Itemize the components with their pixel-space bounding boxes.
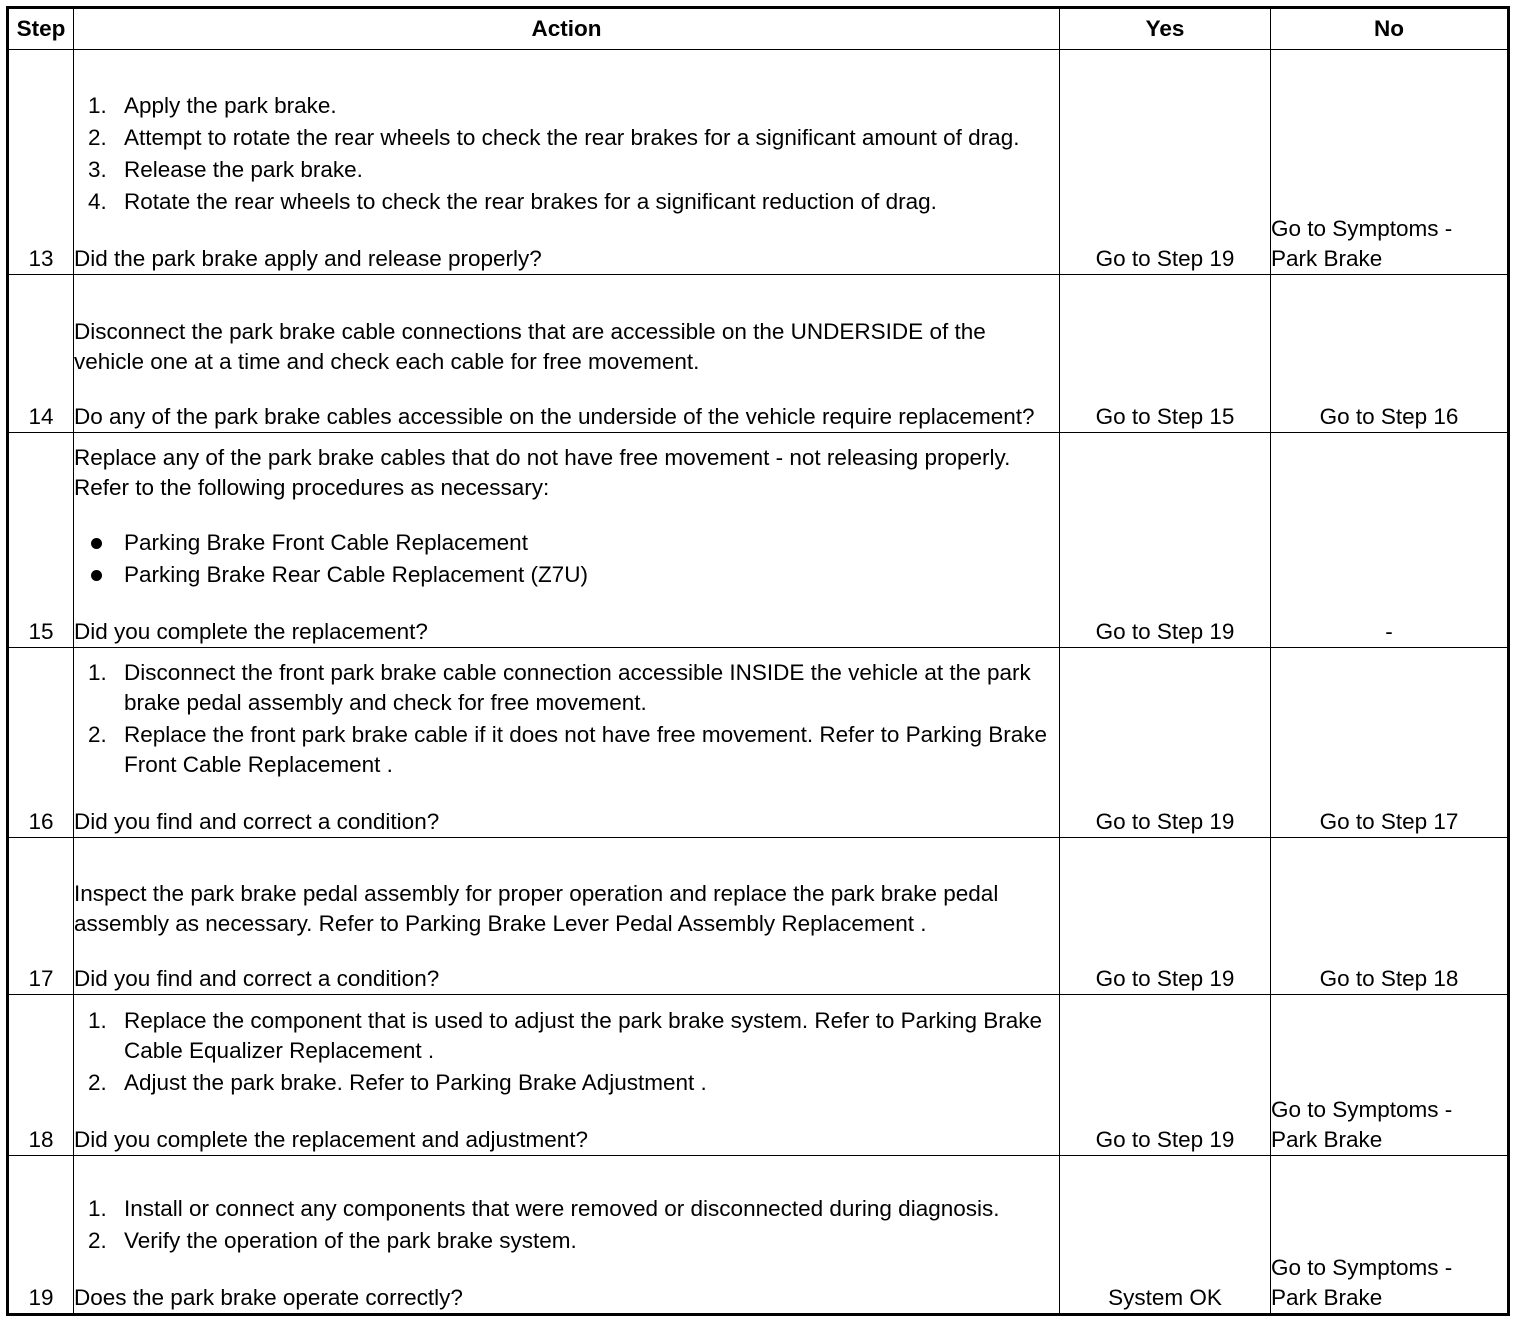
header-action: Action: [74, 8, 1060, 50]
list-item: 1. Apply the park brake.: [88, 93, 337, 119]
yes-cell: Go to Step 19: [1060, 647, 1271, 837]
list-item: 2. Verify the operation of the park brake system.: [88, 1228, 577, 1253]
header-yes: Yes: [1060, 8, 1271, 50]
table-row: [8, 1155, 1509, 1314]
table-row: [8, 275, 1509, 432]
action-question: Did the park brake apply and release properly?: [74, 246, 542, 272]
list-item: 1. Install or connect any components that were removed or disconnected during diagnosis.: [88, 1196, 1000, 1221]
yes-cell: System OK: [1060, 1155, 1271, 1314]
diagnostic-table: [6, 6, 1510, 1316]
list-item: 2. Replace the front park brake cable if it does not have free movement. Refer to Parking Brake Front Cable Replacement .: [88, 722, 1047, 778]
list-item: 2. Attempt to rotate the rear wheels to check the rear brakes for a significant amount of drag.: [88, 125, 1020, 151]
table-row: [8, 50, 1509, 275]
table-row: [8, 432, 1509, 647]
header-no: No: [1271, 8, 1509, 50]
list-item: 3. Release the park brake.: [88, 157, 363, 183]
list-item: 4. Rotate the rear wheels to check the rear brakes for a significant reduction of drag.: [88, 189, 937, 215]
action-list: [74, 91, 1059, 217]
step-number: 19: [8, 1155, 74, 1314]
step-number: 17: [8, 838, 74, 995]
list-item: 1. Disconnect the front park brake cable connection accessible INSIDE the vehicle at the park brake pedal assembly and check for free movement.: [88, 660, 1031, 716]
action-question: Does the park brake operate correctly?: [74, 1285, 463, 1310]
no-cell: Go to Symptoms - Park Brake: [1271, 1155, 1509, 1314]
action-question: Did you complete the replacement?: [74, 618, 428, 644]
action-question: Did you complete the replacement and adjustment?: [74, 1126, 589, 1152]
no-cell: Go to Symptoms - Park Brake: [1271, 50, 1509, 275]
step-number: 14: [8, 275, 74, 432]
header-row: [8, 8, 1509, 50]
table-row: [8, 995, 1509, 1155]
yes-cell: Go to Step 19: [1060, 838, 1271, 995]
list-item: Parking Brake Front Cable Replacement: [74, 528, 1059, 558]
action-cell: [74, 1155, 1060, 1314]
action-cell: [74, 838, 1060, 995]
list-item: Parking Brake Rear Cable Replacement (Z7U): [74, 560, 1059, 590]
action-question: Do any of the park brake cables accessible on the underside of the vehicle require replacement?: [74, 403, 1035, 429]
action-list: [74, 1194, 1059, 1256]
action-question: Did you find and correct a condition?: [74, 966, 440, 992]
action-text: Disconnect the park brake cable connections that are accessible on the UNDERSIDE of the vehicle one at a time and check each cable for free movement.: [74, 318, 986, 374]
list-item: 1. Replace the component that is used to adjust the park brake system. Refer to Parking Brake Cable Equalizer Replacement .: [88, 1007, 1042, 1063]
list-item: 2. Adjust the park brake. Refer to Parking Brake Adjustment .: [88, 1069, 707, 1095]
no-cell: Go to Step 16: [1271, 275, 1509, 432]
step-number: 16: [8, 647, 74, 837]
yes-cell: Go to Step 19: [1060, 432, 1271, 647]
action-list: [74, 1006, 1059, 1098]
action-text: Inspect the park brake pedal assembly for proper operation and replace the park brake pedal assembly as necessary. Refer to Parking Brake Lever Pedal Assembly Replacement .: [74, 881, 999, 937]
action-question: Did you find and correct a condition?: [74, 809, 440, 835]
procedure-list: [74, 528, 1059, 590]
no-cell: Go to Step 18: [1271, 838, 1509, 995]
no-cell: Go to Symptoms - Park Brake: [1271, 995, 1509, 1155]
yes-cell: Go to Step 15: [1060, 275, 1271, 432]
action-cell: [74, 50, 1060, 275]
yes-cell: Go to Step 19: [1060, 50, 1271, 275]
action-cell: [74, 275, 1060, 432]
action-list: [74, 658, 1059, 780]
no-cell: -: [1271, 432, 1509, 647]
yes-cell: Go to Step 19: [1060, 995, 1271, 1155]
action-cell: [74, 647, 1060, 837]
header-step: Step: [8, 8, 74, 50]
table-row: [8, 838, 1509, 995]
step-number: 15: [8, 432, 74, 647]
step-number: 13: [8, 50, 74, 275]
table-row: [8, 647, 1509, 837]
action-cell: [74, 995, 1060, 1155]
action-cell: [74, 432, 1060, 647]
step-number: 18: [8, 995, 74, 1155]
action-text: Replace any of the park brake cables that do not have free movement - not releasing properly. Refer to the following procedures as necessary:: [74, 444, 1011, 500]
no-cell: Go to Step 17: [1271, 647, 1509, 837]
